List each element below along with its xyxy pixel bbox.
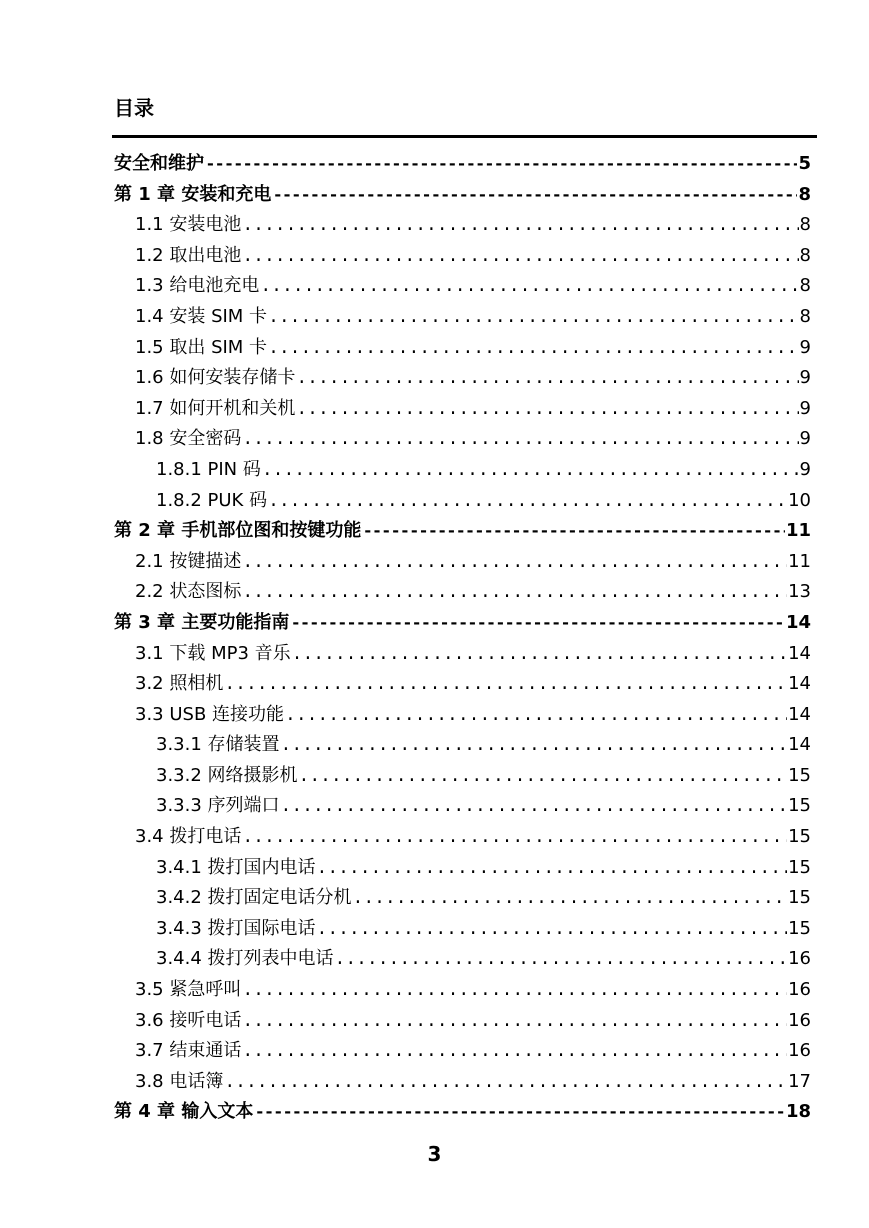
toc-entry[interactable] [114, 761, 811, 792]
toc-entry-page: 11 [788, 550, 811, 572]
toc-entry-label: 3.4.2 拨打固定电话分机 [156, 887, 352, 909]
toc-entry-page: 9 [799, 428, 811, 450]
toc-entry-page: 9 [799, 458, 811, 480]
toc-entry[interactable] [114, 394, 811, 425]
toc-entry[interactable] [114, 914, 811, 945]
toc-entry[interactable] [114, 791, 811, 822]
toc-entry-label: 第 4 章 输入文本 [114, 1101, 254, 1123]
toc-entry-page: 14 [785, 611, 811, 633]
toc-entry-label: 2.2 状态图标 [135, 581, 242, 603]
toc-entry-label: 3.4.4 拨打列表中电话 [156, 948, 334, 970]
toc-entry-label: 1.4 安装 SIM 卡 [135, 305, 268, 327]
toc-entry-page: 17 [788, 1070, 811, 1092]
toc-entry-page: 15 [788, 856, 811, 878]
toc-leader [242, 976, 787, 1006]
toc-entry[interactable] [114, 639, 811, 670]
page-number: 3 [427, 1142, 442, 1166]
toc-entry-label: 1.3 给电池充电 [135, 275, 260, 297]
toc-entry[interactable] [114, 333, 811, 364]
toc-entry-label: 1.8.1 PIN 码 [156, 458, 261, 480]
toc-entry-page: 14 [788, 734, 811, 756]
toc-entry[interactable] [114, 241, 811, 272]
toc-leader [299, 762, 788, 792]
toc-leader [242, 578, 787, 608]
toc-entry-page: 10 [788, 489, 811, 511]
toc-entry[interactable] [114, 944, 811, 975]
toc-entry-page: 16 [788, 1040, 811, 1062]
toc-leader [296, 364, 798, 394]
toc-entry-page: 16 [788, 979, 811, 1001]
toc-entry[interactable] [114, 424, 811, 455]
toc-entry-label: 安全和维护 [114, 153, 204, 174]
toc-leader [242, 425, 798, 455]
toc-entry-label: 3.3.1 存储装置 [156, 734, 280, 756]
toc-entry-label: 3.8 电话簿 [135, 1070, 224, 1092]
toc-entry-label: 3.3.3 序列端口 [156, 795, 280, 817]
toc-leader [224, 1068, 787, 1098]
toc-entry[interactable] [114, 883, 811, 914]
toc-entry-page: 9 [799, 367, 811, 389]
toc-entry[interactable] [114, 486, 811, 517]
title-divider [112, 135, 817, 138]
toc-leader [224, 670, 787, 700]
toc-entry-label: 1.5 取出 SIM 卡 [135, 336, 268, 358]
toc-entry-label: 第 3 章 主要功能指南 [114, 611, 290, 633]
toc-entry[interactable] [114, 730, 811, 761]
toc-entry[interactable] [114, 1036, 811, 1067]
toc-chapter-entry[interactable] [114, 180, 811, 211]
toc-leader [353, 884, 788, 914]
toc-leader [268, 334, 798, 364]
toc-entry-label: 第 2 章 手机部位图和按键功能 [114, 520, 362, 542]
toc-leader [268, 303, 798, 333]
toc-entry-page: 9 [799, 397, 811, 419]
toc-leader [242, 211, 798, 241]
toc-entry-page: 9 [799, 336, 811, 358]
toc-entry-page: 15 [788, 826, 811, 848]
toc-entry-label: 1.2 取出电池 [135, 244, 242, 266]
toc-entry-label: 3.4.1 拨打国内电话 [156, 856, 316, 878]
toc-entry-page: 18 [785, 1101, 811, 1123]
toc-entry-label: 3.4 拨打电话 [135, 826, 242, 848]
toc-entry-page: 14 [788, 642, 811, 664]
page-title: 目录 [114, 96, 154, 120]
toc-entry-label: 1.6 如何安装存储卡 [135, 367, 296, 389]
toc-chapter-entry[interactable] [114, 516, 811, 547]
toc-entry[interactable] [114, 547, 811, 578]
toc-entry[interactable] [114, 363, 811, 394]
toc-entry-page: 8 [799, 214, 811, 236]
toc-entry[interactable] [114, 577, 811, 608]
toc-entry-label: 3.4.3 拨打国际电话 [156, 917, 316, 939]
toc-entry-label: 1.1 安装电池 [135, 214, 242, 236]
toc-entry-page: 11 [785, 520, 811, 542]
toc-entry[interactable] [114, 669, 811, 700]
toc-entry-label: 3.3 USB 连接功能 [135, 703, 285, 725]
toc-leader [260, 272, 798, 302]
toc-entry-page: 8 [798, 183, 811, 205]
toc-entry-page: 5 [798, 153, 811, 174]
toc-chapter-entry[interactable] [114, 608, 811, 639]
toc-entry[interactable] [114, 1067, 811, 1098]
toc-entry[interactable] [114, 302, 811, 333]
toc-entry-page: 13 [788, 581, 811, 603]
toc-entry[interactable] [114, 271, 811, 302]
toc-leader [272, 181, 797, 211]
toc-entry-label: 3.1 下载 MP3 音乐 [135, 642, 291, 664]
toc-entry[interactable] [114, 455, 811, 486]
toc-entry-label: 第 1 章 安装和充电 [114, 183, 272, 205]
toc-leader [268, 487, 787, 517]
toc-leader [281, 792, 788, 822]
toc-leader [205, 150, 797, 180]
toc-entry-page: 16 [788, 948, 811, 970]
toc-leader [242, 242, 798, 272]
toc-entry-page: 15 [788, 917, 811, 939]
toc-leader [262, 456, 799, 486]
toc-leader [242, 548, 787, 578]
toc-entry-label: 3.3.2 网络摄影机 [156, 764, 298, 786]
toc-leader [362, 517, 785, 547]
toc-entry-page: 15 [788, 764, 811, 786]
toc-entry-label: 3.2 照相机 [135, 673, 224, 695]
toc-entry[interactable] [114, 700, 811, 731]
toc-entry[interactable] [114, 210, 811, 241]
toc-entry-label: 1.7 如何开机和关机 [135, 397, 296, 419]
toc-entry-page: 14 [788, 673, 811, 695]
toc-entry-label: 3.5 紧急呼叫 [135, 979, 242, 1001]
toc-entry-page: 8 [799, 275, 811, 297]
toc-entry-label: 1.8 安全密码 [135, 428, 242, 450]
table-of-contents [114, 149, 811, 1128]
toc-entry[interactable] [114, 853, 811, 884]
toc-entry-label: 3.6 接听电话 [135, 1009, 242, 1031]
toc-entry-page: 8 [799, 244, 811, 266]
toc-leader [254, 1098, 785, 1128]
toc-entry[interactable] [114, 822, 811, 853]
toc-leader [335, 945, 788, 975]
toc-leader [242, 1037, 787, 1067]
toc-entry-page: 14 [788, 703, 811, 725]
toc-chapter-entry[interactable] [114, 149, 811, 180]
toc-leader [317, 854, 788, 884]
toc-leader [292, 640, 787, 670]
toc-entry-label: 3.7 结束通话 [135, 1040, 242, 1062]
toc-leader [281, 731, 788, 761]
toc-entry-page: 16 [788, 1009, 811, 1031]
toc-leader [317, 915, 788, 945]
toc-entry-page: 8 [799, 305, 811, 327]
toc-leader [285, 701, 787, 731]
toc-entry-page: 15 [788, 887, 811, 909]
toc-entry-label: 2.1 按键描述 [135, 550, 242, 572]
toc-entry-page: 15 [788, 795, 811, 817]
toc-leader [296, 395, 798, 425]
toc-entry[interactable] [114, 1006, 811, 1037]
toc-leader [242, 1007, 787, 1037]
toc-chapter-entry[interactable] [114, 1097, 811, 1128]
toc-leader [242, 823, 787, 853]
toc-leader [290, 609, 785, 639]
toc-entry-label: 1.8.2 PUK 码 [156, 489, 268, 511]
toc-entry[interactable] [114, 975, 811, 1006]
